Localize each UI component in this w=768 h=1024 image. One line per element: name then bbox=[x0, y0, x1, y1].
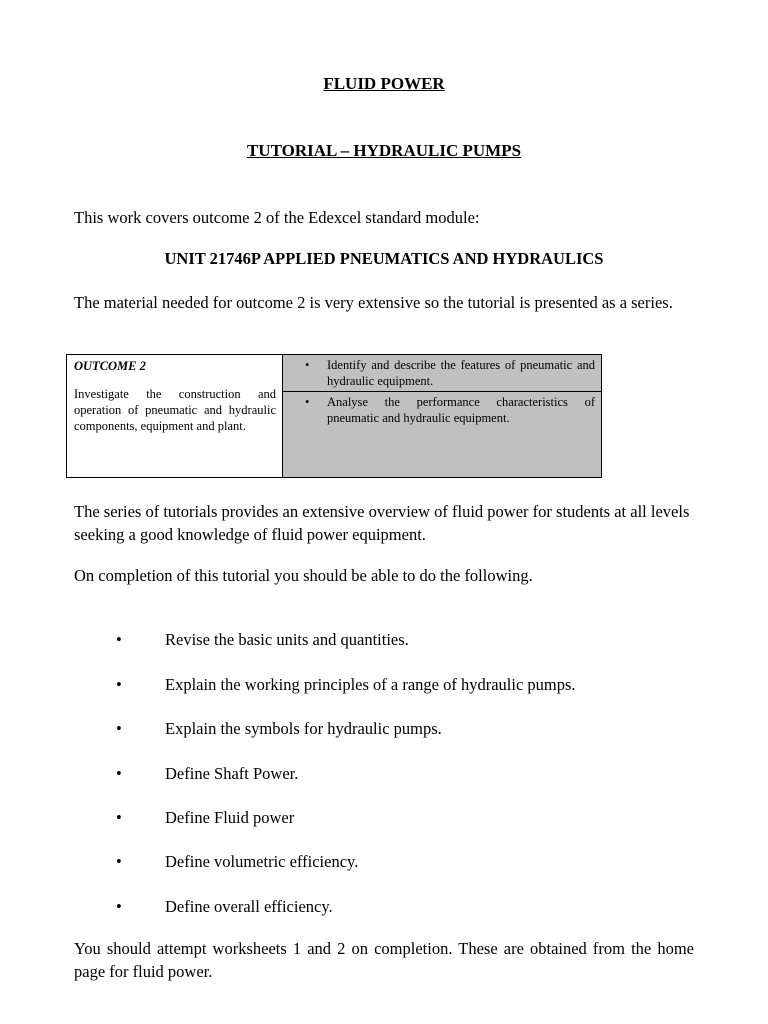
outcome-table-left-cell bbox=[67, 355, 283, 477]
outcome-item-text: Analyse the performance characteristics of pneumatic and hydraulic equipment. bbox=[327, 395, 595, 425]
bullet-icon: • bbox=[116, 852, 122, 871]
document-subtitle: TUTORIAL – HYDRAULIC PUMPS bbox=[246, 141, 522, 160]
list-item bbox=[0, 673, 768, 697]
objective-text: Revise the basic units and quantities. bbox=[165, 630, 409, 649]
bullet-icon: • bbox=[116, 675, 122, 694]
list-item bbox=[0, 717, 768, 741]
objective-text: Define Fluid power bbox=[165, 808, 295, 827]
bullet-icon: • bbox=[116, 719, 122, 738]
outcome-table bbox=[66, 354, 602, 478]
objective-text: Explain the working principles of a range of hydraulic pumps. bbox=[165, 675, 576, 694]
bullet-icon: • bbox=[305, 395, 310, 409]
worksheets-note-paragraph: You should attempt worksheets 1 and 2 on completion. These are obtained from the home page for fluid power. bbox=[74, 939, 694, 981]
intro-paragraph: This work covers outcome 2 of the Edexcel standard module: bbox=[74, 208, 480, 227]
bullet-icon: • bbox=[116, 897, 122, 916]
list-item bbox=[0, 628, 768, 652]
objective-text: Explain the symbols for hydraulic pumps. bbox=[165, 719, 442, 738]
material-note-paragraph: The material needed for outcome 2 is very extensive so the tutorial is presented as a series. bbox=[74, 293, 673, 312]
document-title: FLUID POWER bbox=[323, 74, 445, 93]
completion-intro-paragraph: On completion of this tutorial you should be able to do the following. bbox=[74, 566, 533, 585]
list-item bbox=[0, 850, 768, 874]
outcome-description: Investigate the construction and operation of pneumatic and hydraulic components, equipment and plant. bbox=[74, 387, 276, 433]
objective-text: Define volumetric efficiency. bbox=[165, 852, 359, 871]
bullet-icon: • bbox=[305, 358, 310, 372]
outcome-item-row bbox=[283, 392, 601, 426]
bullet-icon: • bbox=[116, 764, 122, 783]
unit-heading: UNIT 21746P APPLIED PNEUMATICS AND HYDRAULICS bbox=[164, 249, 604, 268]
outcome-item-row bbox=[283, 355, 601, 392]
list-item bbox=[0, 806, 768, 830]
objective-text: Define overall efficiency. bbox=[165, 897, 333, 916]
objective-text: Define Shaft Power. bbox=[165, 764, 299, 783]
outcome-item-text: Identify and describe the features of pneumatic and hydraulic equipment. bbox=[327, 358, 595, 388]
bullet-icon: • bbox=[116, 808, 122, 827]
list-item bbox=[0, 762, 768, 786]
list-item bbox=[0, 895, 768, 919]
bullet-icon: • bbox=[116, 630, 122, 649]
outcome-table-right-cell bbox=[283, 355, 601, 477]
outcome-title: OUTCOME 2 bbox=[74, 359, 146, 373]
overview-paragraph: The series of tutorials provides an extensive overview of fluid power for students at all levels seeking a good knowledge of fluid power equipment. bbox=[74, 502, 690, 544]
